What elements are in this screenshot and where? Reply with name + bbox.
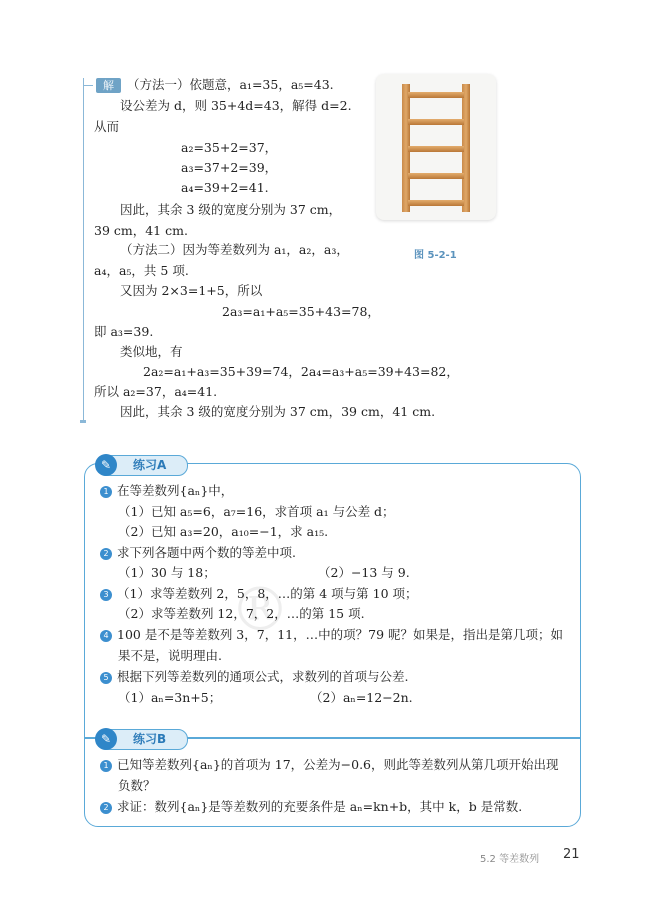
practice-a-header bbox=[96, 455, 188, 476]
exercise-subitem: （1）30 与 18； bbox=[118, 565, 216, 580]
exercise-text: 在等差数列{aₙ}中， bbox=[117, 483, 234, 498]
section-label: 5.2 等差数列 bbox=[480, 854, 540, 865]
exercise-number: 1 bbox=[100, 486, 112, 498]
solution-line: 又因为 2×3=1+5，所以 bbox=[120, 283, 263, 298]
page-number: 21 bbox=[563, 847, 580, 862]
solution-line bbox=[96, 77, 334, 93]
solution-equation: 2a₃=a₁+a₅=35+43=78， bbox=[222, 304, 380, 319]
solution-margin-tick bbox=[83, 85, 93, 86]
exercise-number: 1 bbox=[100, 760, 112, 772]
exercise-subitem: （2）求等差数列 12，7，2，…的第 15 项. bbox=[118, 606, 365, 621]
solution-equation: a₄=39+2=41. bbox=[181, 180, 269, 195]
solution-equation: a₃=37+2=39， bbox=[181, 160, 278, 175]
exercise-text: 根据下列等差数列的通项公式，求数列的首项与公差. bbox=[117, 669, 409, 684]
exercise-number: 5 bbox=[100, 672, 112, 684]
exercise-item bbox=[100, 586, 418, 602]
solution-line: 设公差为 d，则 35+4d=43，解得 d=2. bbox=[120, 98, 352, 113]
practice-a-title: 练习A bbox=[133, 458, 167, 472]
figure-caption: 图 5-2-1 bbox=[414, 250, 457, 261]
exercise-item bbox=[100, 757, 559, 773]
exercise-text: 已知等差数列{aₙ}的首项为 17，公差为−0.6，则此等差数列从第几项开始出现 bbox=[117, 757, 559, 772]
exercise-number: 2 bbox=[100, 548, 112, 560]
solution-text: （方法一）依题意，a₁=35，a₅=43. bbox=[127, 77, 334, 92]
solution-badge: 解 bbox=[96, 78, 121, 93]
pencil-check-icon: ✎ bbox=[95, 728, 117, 750]
exercise-text: 100 是不是等差数列 3，7，11，…中的项？79 呢？如果是，指出是第几项；如 bbox=[117, 627, 563, 642]
practice-b-title: 练习B bbox=[133, 732, 167, 746]
exercise-text: （1）求等差数列 2，5，8，…的第 4 项与第 10 项； bbox=[117, 586, 418, 601]
exercise-text: 果不是，说明理由. bbox=[118, 648, 222, 663]
solution-line: a₄，a₅，共 5 项. bbox=[94, 263, 189, 278]
solution-end-mark bbox=[80, 420, 86, 423]
exercise-number: 4 bbox=[100, 630, 112, 642]
exercise-number: 2 bbox=[100, 802, 112, 814]
solution-line: 39 cm，41 cm. bbox=[94, 223, 188, 238]
solution-line: 即 a₃=39. bbox=[94, 324, 154, 339]
pencil-check-icon: ✎ bbox=[95, 454, 117, 476]
exercise-subitem: （2）已知 a₃=20，a₁₀=−1，求 a₁₅. bbox=[118, 524, 329, 539]
exercise-text: 求下列各题中两个数的等差中项. bbox=[117, 545, 296, 560]
exercise-text: 求证：数列{aₙ}是等差数列的充要条件是 aₙ=kn+b，其中 k，b 是常数. bbox=[117, 799, 523, 814]
exercise-subitem: （2）−13 与 9. bbox=[318, 565, 410, 580]
exercise-item bbox=[100, 483, 233, 499]
ladder-photo bbox=[376, 74, 496, 220]
exercise-subitem: （1）已知 a₅=6，a₇=16，求首项 a₁ 与公差 d； bbox=[118, 504, 395, 519]
exercise-text: 负数？ bbox=[118, 778, 156, 793]
exercise-item bbox=[100, 627, 563, 643]
solution-margin-line bbox=[83, 78, 84, 423]
solution-equation: 2a₂=a₁+a₃=35+39=74，2a₄=a₃+a₅=39+43=82， bbox=[143, 364, 459, 379]
exercise-item bbox=[100, 545, 296, 561]
solution-line: 因此，其余 3 级的宽度分别为 37 cm，39 cm，41 cm. bbox=[120, 404, 436, 419]
solution-line: 因此，其余 3 级的宽度分别为 37 cm， bbox=[120, 202, 342, 217]
exercise-item bbox=[100, 799, 522, 815]
publisher-watermark: ® bbox=[230, 575, 290, 645]
exercise-subitem: （1）aₙ=3n+5； bbox=[118, 690, 222, 705]
practice-b-header bbox=[96, 729, 188, 750]
exercise-item bbox=[100, 669, 408, 685]
solution-line: （方法二）因为等差数列为 a₁，a₂，a₃， bbox=[120, 242, 349, 257]
solution-line: 从而 bbox=[94, 119, 120, 134]
solution-line: 类似地，有 bbox=[120, 344, 183, 359]
exercise-subitem: （2）aₙ=12−2n. bbox=[310, 690, 413, 705]
exercise-number: 3 bbox=[100, 589, 112, 601]
solution-line: 所以 a₂=37，a₄=41. bbox=[94, 384, 218, 399]
solution-equation: a₂=35+2=37， bbox=[181, 140, 278, 155]
